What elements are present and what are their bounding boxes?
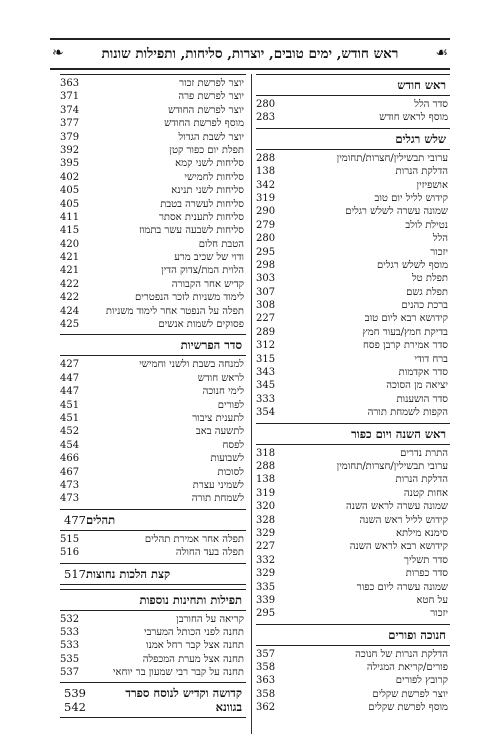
section-heading-row [64,686,242,700]
toc-entry[interactable] [256,406,450,419]
entry-title: תחנה על קבר רבי שמעון בר יוחאי [112,667,244,679]
entry-title: הדלקת הנרות של חנוכה [355,648,448,660]
entry-page-number: 421 [60,265,80,277]
toc-entry[interactable] [256,607,450,620]
toc-entry[interactable] [60,238,246,251]
entry-page-number: 342 [256,179,276,191]
section-page-number: 539 [64,686,86,701]
left-column [60,74,246,722]
toc-section [60,509,246,563]
toc-entry[interactable] [256,192,450,205]
toc-entry[interactable] [60,653,246,666]
entry-page-number: 411 [60,211,80,223]
entry-page-number: 288 [256,460,276,472]
entry-page-number: 290 [256,206,276,218]
entry-page-number: 308 [256,300,276,312]
entry-title: לשבועות [210,453,244,465]
entry-page-number: 425 [60,319,80,331]
entry-page-number: 283 [256,112,276,124]
entry-title: לימי חנוכה [202,386,244,398]
entry-page-number: 515 [60,533,80,545]
section-heading-row [64,564,170,584]
entry-page-number: 328 [256,514,276,526]
toc-entry[interactable] [256,179,450,192]
entry-title: קדיש אחר הקבורה [171,278,244,290]
entry-page-number: 532 [60,613,80,625]
entry-title: סליחות לשני תנינא [171,185,244,197]
entry-title: לראש חודש [197,372,244,384]
entry-page-number: 473 [60,479,80,491]
entry-title: ודוי של שכיב מרע [174,252,244,264]
entry-title: יציאה מן הסוכה [386,380,448,392]
toc-section [256,624,450,718]
entry-page-number: 392 [60,144,80,156]
entry-title: לפסח [222,439,244,451]
entry-page-number: 227 [256,313,276,325]
toc-entry[interactable] [256,326,450,339]
entry-page-number: 374 [60,104,80,116]
toc-entry[interactable] [60,318,246,331]
toc-entry[interactable] [256,554,450,567]
entry-page-number: 279 [256,219,276,231]
entry-page-number: 335 [256,581,276,593]
entry-page-number: 402 [60,171,80,183]
toc-entry[interactable] [60,666,246,679]
toc-entry[interactable] [256,259,450,272]
entry-title: תחנה אצל קבר רחל אמנו [146,640,244,652]
entry-title: תחנה לפני הכותל המערבי [143,626,244,638]
entry-page-number: 289 [256,326,276,338]
entry-title: מוסף לראש חודש [379,112,448,124]
entry-page-number: 227 [256,541,276,553]
entry-title: קידושא רבא לראש השנה [349,541,448,553]
toc-entry[interactable] [256,393,450,406]
entry-title: אחות קטנה [403,487,448,499]
entry-page-number: 288 [256,152,276,164]
entry-title: סדר תשליך [404,554,448,566]
toc-entry[interactable] [60,546,246,559]
entry-title: תחנה אצל מערת המכפלה [142,653,244,665]
entry-title: יוצר לפרשת החודש [168,104,244,116]
entry-title: יוצר לפרשת שקלים [372,688,448,700]
entry-page-number: 371 [60,91,80,103]
entry-page-number: 333 [256,393,276,405]
entry-page-number: 315 [256,353,276,365]
entry-page-number: 362 [256,702,276,714]
entry-list [256,96,450,128]
entry-title: תפלת יום כפור קטן [169,144,244,156]
section-page-number: 477 [64,512,86,527]
toc-entry[interactable] [256,661,450,674]
toc-entry[interactable] [256,299,450,312]
section-title: תהלים [85,512,116,527]
entry-page-number: 379 [60,131,80,143]
toc-entry[interactable] [60,184,246,197]
entry-page-number: 358 [256,688,276,700]
entry-page-number: 535 [60,653,80,665]
section-title: קצת הלכות נחוצות [85,566,171,581]
entry-page-number: 421 [60,252,80,264]
entry-title: יוצר לפרשת זכור [179,78,244,89]
entry-list [256,445,450,624]
entry-title: שמונה עשרה לראש השנה [345,501,448,513]
entry-page-number: 363 [60,78,80,89]
entry-page-number: 295 [256,608,276,620]
entry-page-number: 454 [60,439,80,451]
entry-page-number: 343 [256,367,276,379]
toc-entry[interactable] [256,688,450,701]
entry-list [60,75,246,334]
entry-title: תפלה בעד החולה [175,547,244,559]
toc-entry[interactable] [60,264,246,277]
section-title: שלש רגלים [256,129,450,150]
toc-entry[interactable] [256,98,450,111]
section-heading-row [64,510,115,530]
page-header [50,38,450,70]
toc-entry[interactable] [256,353,450,366]
entry-page-number: 537 [60,667,80,679]
page-title: ראש חודש, ימים טובים, יוצרות, סליחות, ותפילות שונות [101,46,399,62]
entry-page-number: 451 [60,412,80,424]
toc-entry[interactable] [60,305,246,318]
entry-page-number: 298 [256,259,276,271]
toc-entry[interactable] [256,447,450,460]
entry-page-number: 358 [256,662,276,674]
toc-entry[interactable] [256,286,450,299]
section-page-number: 542 [64,700,86,715]
entry-title: סליחות לעשרה בטבת [160,198,244,210]
section-title: סדר הפרשיות [60,335,246,356]
toc-entry[interactable] [60,412,246,425]
entry-title: סליחות לשבעה עשר בתמוז [139,225,244,237]
entry-title: מוסף לפרשת החודש [164,118,244,130]
toc-entry[interactable] [256,473,450,486]
toc-entry[interactable] [256,219,450,232]
entry-page-number: 320 [256,501,276,513]
entry-title: פסוקים לשמות אנשים [158,319,244,331]
entry-title: הטבת חלום [198,238,244,250]
entry-title: הדלקת הנרות [395,166,448,178]
entry-title: סדר אמירת קרבן פסח [363,340,448,352]
entry-list [256,646,450,718]
toc-entry[interactable] [60,131,246,144]
entry-title: לסוכות [217,466,244,478]
entry-page-number: 405 [60,185,80,197]
entry-page-number: 138 [256,166,276,178]
toc-entry[interactable] [60,117,246,130]
entry-title: מוסף לשלש רגלים [377,259,448,271]
toc-section [60,563,246,589]
toc-entry[interactable] [60,90,246,103]
entry-page-number: 303 [256,273,276,285]
toc-entry[interactable] [256,272,450,285]
section-title-line2: בגוונא [215,700,242,715]
ornament-left-icon: ❧ [52,45,64,61]
entry-title: לפורים [217,399,244,411]
entry-page-number: 319 [256,192,276,204]
entry-title: קידושא רבא ליום טוב [364,313,448,325]
entry-page-number: 312 [256,340,276,352]
entry-title: על חטא [416,594,448,606]
toc-entry[interactable] [60,77,246,90]
entry-title: יוצר לשבת הגדול [178,131,244,143]
toc-entry[interactable] [256,232,450,245]
toc-entry[interactable] [60,425,246,438]
entry-title: לתענית ציבור [192,412,244,424]
entry-page-number: 329 [256,527,276,539]
entry-list [60,531,246,563]
entry-title: שמונה עשרה לשלש רגלים [345,206,448,218]
entry-page-number: 345 [256,380,276,392]
entry-title: הקפות לשמחת תורה [367,407,448,419]
toc-entry[interactable] [256,312,450,325]
column-divider [251,74,252,734]
toc-entry[interactable] [60,466,246,479]
toc-entry[interactable] [60,144,246,157]
entry-page-number: 451 [60,399,80,411]
entry-title: פורים/קריאת המגילה [366,662,448,674]
entry-title: למנחה בשבת ולשני וחמישי [139,359,244,371]
toc-entry[interactable] [256,701,450,714]
entry-title: יוצר לפרשת פרה [178,91,244,103]
entry-title: ברח דודי [414,353,448,365]
toc-entry[interactable] [256,111,450,124]
toc-entry[interactable] [256,366,450,379]
entry-page-number: 332 [256,554,276,566]
toc-entry[interactable] [256,648,450,661]
entry-list [60,356,246,508]
toc-entry[interactable] [60,198,246,211]
toc-entry[interactable] [60,291,246,304]
entry-page-number: 377 [60,118,80,130]
toc-entry[interactable] [256,460,450,473]
entry-page-number: 318 [256,447,276,459]
entry-page-number: 280 [256,99,276,110]
entry-page-number: 354 [256,407,276,419]
entry-title: הלל [432,233,448,245]
entry-page-number: 516 [60,547,80,559]
toc-section [60,74,246,334]
entry-page-number: 427 [60,359,80,371]
toc-entry[interactable] [256,581,450,594]
entry-page-number: 138 [256,474,276,486]
toc-entry[interactable] [60,533,246,546]
right-column [256,74,450,718]
toc-entry[interactable] [256,339,450,352]
entry-title: מוסף לפרשת שקלים [368,702,448,714]
entry-title: תפלה על הנפטר אחר לימוד משניות [105,305,244,317]
toc-entry[interactable] [256,567,450,580]
entry-page-number: 452 [60,426,80,438]
entry-page-number: 357 [256,648,276,660]
entry-title: סדר אקדמות [398,367,448,379]
entry-page-number: 329 [256,568,276,580]
toc-entry[interactable] [60,278,246,291]
toc-entry[interactable] [60,224,246,237]
entry-page-number: 466 [60,453,80,465]
entry-title: סימנא מילתא [396,527,448,539]
entry-page-number: 405 [60,198,80,210]
toc-entry[interactable] [60,104,246,117]
toc-entry[interactable] [60,492,246,505]
entry-page-number: 447 [60,372,80,384]
entry-title: קרובץ לפורים [395,675,448,687]
toc-section [60,682,246,722]
entry-title: לשמחת תורה [191,493,244,505]
entry-title: קידוש לליל ראש השנה [359,514,448,526]
entry-title: קידוש לליל יום טוב [374,192,448,204]
entry-title: שמונה עשרה ליום כפור [356,581,448,593]
entry-title: הלוית המת/צדוק הדין [161,265,244,277]
toc-entry[interactable] [60,358,246,371]
entry-title: סליחות לשני קמא [175,158,244,170]
toc-entry[interactable] [256,500,450,513]
entry-title: לימוד משניות לזכר הנפטרים [135,292,244,304]
entry-title: יזכור [430,608,448,620]
entry-page-number: 280 [256,233,276,245]
toc-entry[interactable] [60,251,246,264]
toc-entry[interactable] [256,527,450,540]
toc-entry[interactable] [256,152,450,165]
section-title: קדושה וקדיש לנוסח ספרד [125,686,242,701]
entry-page-number: 395 [60,158,80,170]
toc-entry[interactable] [60,479,246,492]
entry-title: סליחות לחמישי [184,171,244,183]
toc-entry[interactable] [256,540,450,553]
entry-title: תפלת טל [411,273,448,285]
toc-entry[interactable] [60,171,246,184]
toc-entry[interactable] [60,452,246,465]
toc-entry[interactable] [256,379,450,392]
entry-title: ערובי תבשילין/חצרות/תחומין [336,460,448,472]
entry-title: יזכור [430,246,448,258]
section-title: תפילות ותחינות נוספות [60,590,246,611]
entry-page-number: 533 [60,626,80,638]
entry-page-number: 319 [256,487,276,499]
entry-title: ברכת כהנים [401,300,448,312]
toc-entry[interactable] [256,246,450,259]
toc-section [256,423,450,624]
section-spacer [60,718,246,722]
entry-page-number: 424 [60,305,80,317]
entry-title: סדר כפרות [405,568,448,580]
entry-page-number: 363 [256,675,276,687]
entry-page-number: 447 [60,386,80,398]
entry-title: תפלה אחר אמירת תהלים [144,533,244,545]
toc-entry[interactable] [60,157,246,170]
section-title: ראש חודש [256,75,450,96]
entry-page-number: 473 [60,493,80,505]
section-heading-row [64,700,242,714]
entry-title: התרת נדרים [400,447,448,459]
entry-title: הדלקת הנרות [395,474,448,486]
entry-title: סדר הושענות [396,393,448,405]
entry-title: בדיקת חמץ/בעור חמץ [362,326,448,338]
entry-title: לתשעה באב [195,426,244,438]
section-heading [60,510,246,531]
toc-entry[interactable] [60,399,246,412]
toc-entry[interactable] [60,639,246,652]
toc-section [60,334,246,508]
toc-section [60,589,246,683]
section-heading [60,683,246,718]
entry-list [60,611,246,683]
entry-page-number: 533 [60,640,80,652]
toc-entry[interactable] [256,205,450,218]
toc-entry[interactable] [60,385,246,398]
entry-title: תפלת גשם [406,286,448,298]
entry-list [256,150,450,423]
entry-title: נטילת לולב [405,219,448,231]
ornament-right-icon: ☙ [435,45,448,61]
section-title: חנוכה ופורים [256,625,450,646]
entry-page-number: 295 [256,246,276,258]
toc-section [256,128,450,423]
entry-title: סליחות לתענית אסתר [158,211,244,223]
section-page-number: 517 [64,566,86,581]
toc-entry[interactable] [60,211,246,224]
toc-section [256,74,450,128]
toc-entry[interactable] [256,165,450,178]
entry-title: לשמיני עצרת [192,479,244,491]
entry-title: קריאה על החורבן [176,613,244,625]
entry-page-number: 422 [60,292,80,304]
toc-entry[interactable] [60,439,246,452]
toc-entry[interactable] [256,514,450,527]
entry-page-number: 422 [60,278,80,290]
entry-page-number: 415 [60,225,80,237]
toc-entry[interactable] [60,626,246,639]
entry-page-number: 467 [60,466,80,478]
entry-title: סדר הלל [414,99,448,110]
section-title: ראש השנה ויום כפור [256,424,450,445]
toc-entry[interactable] [256,674,450,687]
toc-entry[interactable] [60,613,246,626]
entry-page-number: 307 [256,286,276,298]
toc-entry[interactable] [60,372,246,385]
entry-page-number: 339 [256,594,276,606]
toc-entry[interactable] [256,487,450,500]
entry-title: אושפיזין [416,179,448,191]
toc-entry[interactable] [256,594,450,607]
section-heading [60,564,246,585]
entry-title: ערובי תבשילין/חצרות/תחומין [336,152,448,164]
entry-page-number: 420 [60,238,80,250]
